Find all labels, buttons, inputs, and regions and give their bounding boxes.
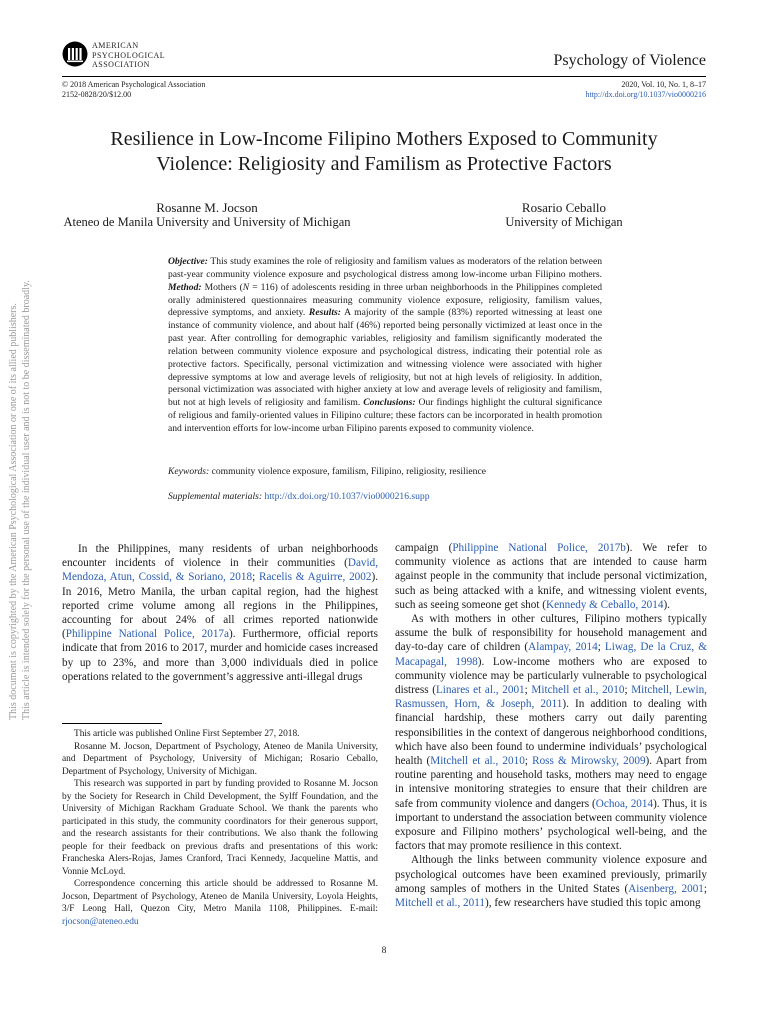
citation-link[interactable]: Kennedy & Ceballo, 2014 (546, 598, 664, 611)
abstract-text: Our findings highlight the cultural significance of religious and family-oriented values in Filipino culture; these factors can be incorporated in health promotion and intervention efforts for low-income urban Filipino parents exposed to community violence. (168, 397, 602, 434)
citation-link[interactable]: Alampay, 2014 (528, 641, 598, 654)
citation-link[interactable]: Ross & Mirowsky, 2009 (532, 755, 646, 768)
body-paragraph (62, 542, 378, 684)
body-text: ). Furthermore, official reports indicate that from 2016 to 2017, murder and homicide cases increased by up to 23%, and more than 3,000 individuals died in police operations related to the government’s aggressive anti-illegal drugs (62, 628, 379, 683)
email-link[interactable]: rjocson@ateneo.edu (62, 916, 139, 927)
citation-link[interactable]: Mitchell et al., 2010 (430, 755, 525, 768)
author-block (62, 201, 352, 229)
price-code: 2152-0828/20/$12.00 (62, 89, 132, 99)
author-note (62, 728, 378, 928)
author-block (478, 201, 650, 229)
body-paragraph (395, 612, 707, 853)
body-text: ). In 2016, Metro Manila, the urban capital region, had the highest reported crime volume among all regions in the Philippines, accounting for about 24% of all crimes reported nationwide ( (62, 571, 378, 641)
copyright-side-notice (8, 240, 38, 720)
abstract-label: Conclusions: (363, 397, 416, 409)
body-text: ). Low-income mothers who are exposed to community violence may be particularly vulnerable to psychological distress ( (395, 655, 707, 697)
header-rule (62, 76, 706, 77)
supplemental-materials (168, 491, 602, 502)
keywords-label: Keywords: (168, 466, 210, 477)
citation: 2020, Vol. 10, No. 1, 8–17 (621, 80, 706, 89)
supplemental-label: Supplemental materials: (168, 491, 263, 502)
side-notice-line: This article is intended solely for the personal use of the individual user and is not to be disseminated broadly. (21, 280, 32, 720)
publisher-line: AMERICAN (92, 41, 139, 50)
body-paragraph (395, 541, 707, 612)
abstract-label: Objective: (168, 256, 208, 267)
keywords (168, 466, 602, 477)
footnote (62, 878, 378, 928)
citation-link[interactable]: Mitchell et al., 2011 (395, 897, 485, 910)
citation-link[interactable]: Ochoa, 2014 (595, 797, 654, 810)
body-text: As with mothers in other cultures, Filipino mothers typically assume the bulk of responsibility for household management and day-to-day care of children ( (395, 613, 707, 654)
body-text: campaign ( (395, 542, 453, 554)
copyright: © 2018 American Psychological Association (62, 80, 206, 89)
citation-link[interactable]: Linares et al., 2001 (435, 684, 525, 697)
footnote: This research was supported in part by funding provided to Rosanne M. Jocson by the Society for Research in Child Development, the Sylff Foundation, and the University of Michigan Rackham Graduate School. We thank the parents who participated in this study, the community coordinators for their generous support, and the research assistants for their contributions. We also thank the following people for their feedback on previous drafts and presentations of this work: Francheska Alers-Rojas, James Cranford, Traci Kennedy, Jacqueline Mattis, and Vonnie McLoyd. (62, 779, 378, 877)
supplemental-link[interactable]: http://dx.doi.org/10.1037/vio0000216.supp (264, 491, 430, 502)
footnote: This article was published Online First September 27, 2018. (74, 729, 300, 739)
publisher-line: ASSOCIATION (92, 60, 150, 69)
citation-link[interactable]: Aisenberg, 2001 (628, 882, 704, 895)
abstract-text: = 116) of adolescents residing in three urban neighborhoods in the Philippines completed orally administered questionnaires measuring community violence exposure, religiosity, familism values, depressive symptoms, and anxiety. (168, 281, 603, 319)
title-line: Violence: Religiosity and Familism as Protective Factors (156, 153, 612, 175)
author-name: Rosanne M. Jocson (156, 200, 258, 215)
page-number: 8 (381, 946, 387, 956)
citation-link[interactable]: David, Mendoza, Atun, Cossid, & Soriano, 2018 (62, 557, 378, 584)
citation-link[interactable]: Liwag, De la Cruz, & Macapagal, 1998 (395, 641, 708, 668)
body-text: ; (624, 684, 632, 697)
body-text: ; (524, 684, 532, 697)
body-text: ), few researchers have studied this topic among (485, 897, 701, 910)
citation-link[interactable]: Racelis & Aguirre, 2002 (259, 571, 372, 584)
abstract-label: Method: (168, 281, 202, 293)
abstract-symbol: N (242, 281, 250, 293)
body-text: ). Thus, it is important to understand the association between community violence exposure and Filipino mothers’ psychological well-being, and the factors that may promote resilience in this context. (395, 797, 707, 853)
publisher-name (92, 41, 165, 70)
apa-logo-mark-icon (62, 41, 88, 67)
apa-logo (62, 40, 212, 72)
body-text: In the Philippines, many residents of urban neighborhoods encounter incidents of violence in their communities ( (62, 543, 378, 570)
author-name: Rosario Ceballo (521, 200, 607, 215)
publisher-line: PSYCHOLOGICAL (92, 50, 166, 60)
side-notice-line: This document is copyrighted by the American Psychological Association or one of its allied publishers. (8, 303, 19, 720)
footnote-text: Correspondence concerning this article should be addressed to Rosanne M. Jocson, Department of Psychology, Ateneo de Manila University, Loyola Heights, 3/F Leong Hall, Quezon City, Metro Manila 1108, Philippines. E-mail: (62, 879, 378, 914)
citation-link[interactable]: Mitchell et al., 2010 (531, 684, 625, 697)
copyright-block (62, 80, 205, 99)
abstract-text: Mothers ( (201, 281, 243, 293)
author-affiliation: University of Michigan (505, 215, 623, 229)
body-text: ). We refer to community violence as actions that are intended to cause harm against people in the community that include personal victimization, such as being attacked with a knife, and witnessing violent events, such as seeing someone get shot ( (395, 542, 707, 611)
author-affiliation: Ateneo de Manila University and University of Michigan (63, 215, 351, 229)
citation-link[interactable]: Mitchell, Lewin, Rasmussen, Horn, & Joseph, 2011 (395, 684, 707, 711)
body-text: ; (524, 755, 533, 768)
title-line: Resilience in Low-Income Filipino Mothers Exposed to Community (110, 128, 658, 150)
body-paragraph (395, 853, 707, 910)
body-text: ). Apart from routine parenting and household tasks, mothers may need to engage in intensive monitoring strategies to ensure that their children are safe from community violence and dangers ( (395, 755, 708, 810)
citation-link[interactable]: Philippine National Police, 2017b (452, 542, 626, 554)
body-text: Although the links between community violence exposure and psychological outcomes have been examined previously, primarily among samples of mothers in the United States ( (395, 854, 707, 895)
doi-link[interactable]: http://dx.doi.org/10.1037/vio0000216 (585, 89, 706, 99)
body-text: ; (252, 571, 259, 584)
footnote-rule (62, 723, 162, 724)
abstract-text: This study examines the role of religiosity and familism values as moderators of the relation between past-year community violence exposure and psychological distress among low-income urban Filipino mothers. (168, 256, 602, 280)
body-column-left (62, 542, 378, 684)
keywords-text: community violence exposure, familism, Filipino, religiosity, resilience (209, 466, 486, 477)
abstract (168, 256, 602, 436)
body-text: ). (663, 598, 670, 611)
abstract-label: Results: (308, 307, 341, 319)
abstract-text: A majority of the sample (83%) reported witnessing at least one instance of community violence, and about half (46%) reported being personally victimized at least once in the past year. After controlling for demographic variables, religiosity and familism significantly moderated the relation between community violence exposure and psychological distress, indicating their potential role as protective factors. Specifically, personal victimization and witnessing violence were associated with higher depressive symptoms at low and average levels of religiosity, but not at high levels of religiosity. In addition, personal victimization was associated with higher anxiety at low and average levels of religiosity and familism, but not at high levels of religiosity and familism. (168, 307, 602, 409)
article-title (62, 127, 706, 177)
footnote: Rosanne M. Jocson, Department of Psychology, Ateneo de Manila University, and Department of Psychology, University of Michigan; Rosario Ceballo, Department of Psychology, University of Michigan. (62, 741, 378, 777)
journal-name: Psychology of Violence (553, 52, 706, 69)
citation-block (585, 80, 706, 99)
body-column-right (395, 541, 707, 910)
citation-link[interactable]: Philippine National Police, 2017a (65, 628, 229, 641)
body-text: ; (597, 641, 605, 654)
body-text: ; (703, 882, 708, 895)
body-text: ). In addition to dealing with financial hardship, these mothers carry out daily parenting responsibilities in the context of dangerous neighborhood conditions, which have also been found to undermine individuals’ psychological health ( (395, 698, 707, 768)
